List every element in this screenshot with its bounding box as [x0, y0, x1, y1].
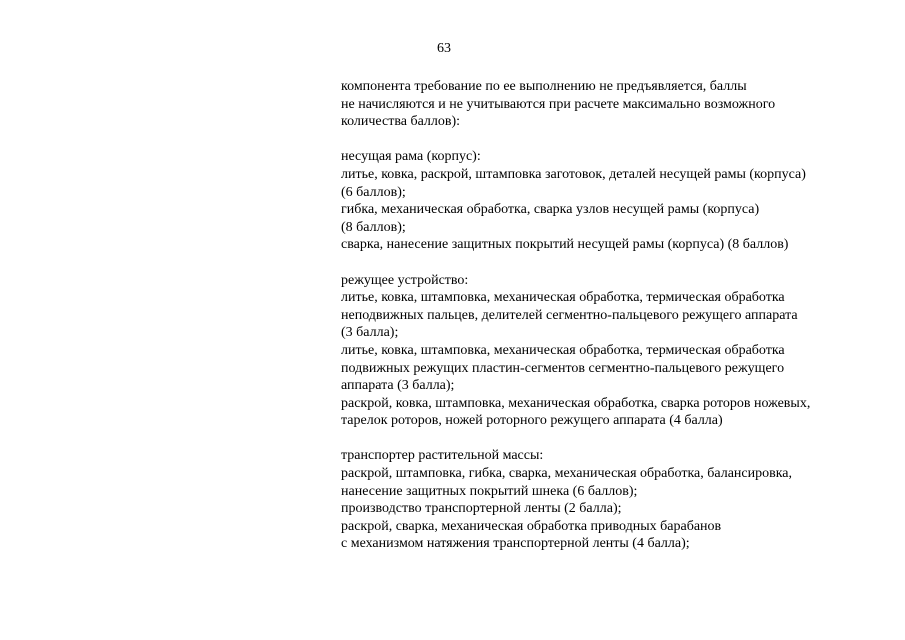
text-line: (8 баллов); [341, 219, 406, 235]
text-line: производство транспортерной ленты (2 балла); [341, 501, 622, 517]
text-line: раскрой, штамповка, гибка, сварка, механическая обработка, балансировка, [341, 466, 793, 482]
page-number: 63 [437, 41, 451, 56]
paragraph-gap [341, 131, 881, 149]
text-line: не начисляются и не учитываются при расчете максимально возможного [341, 96, 776, 112]
paragraph-frame [341, 148, 881, 254]
section-heading: режущее устройство: [341, 272, 469, 288]
text-line: тарелок роторов, ножей роторного режущего аппарата (4 балла) [341, 413, 723, 429]
paragraph-cutting-device [341, 272, 881, 430]
paragraph-conveyor [341, 447, 881, 553]
text-line: раскрой, ковка, штамповка, механическая обработка, сварка роторов ножевых, [341, 395, 811, 411]
section-heading: несущая рама (корпус): [341, 149, 481, 165]
text-line: сварка, нанесение защитных покрытий несущей рамы (корпуса) (8 баллов) [341, 237, 789, 253]
paragraph-gap [341, 430, 881, 448]
text-line: литье, ковка, штамповка, механическая обработка, термическая обработка [341, 290, 785, 306]
text-line: неподвижных пальцев, делителей сегментно-пальцевого режущего аппарата [341, 307, 798, 323]
text-line: раскрой, сварка, механическая обработка приводных барабанов [341, 518, 722, 534]
text-line: количества баллов): [341, 114, 461, 130]
text-line: аппарата (3 балла); [341, 378, 455, 394]
text-line: подвижных режущих пластин-сегментов сегментно-пальцевого режущего [341, 360, 785, 376]
text-line: с механизмом натяжения транспортерной ленты (4 балла); [341, 536, 690, 552]
text-line: гибка, механическая обработка, сварка узлов несущей рамы (корпуса) [341, 202, 760, 218]
text-line: компонента требование по ее выполнению не предъявляется, баллы [341, 79, 747, 94]
text-line: (3 балла); [341, 325, 399, 341]
text-line: (6 баллов); [341, 184, 406, 200]
paragraph-intro [341, 78, 881, 131]
document-body [341, 78, 881, 553]
text-line: литье, ковка, раскрой, штамповка заготовок, деталей несущей рамы (корпуса) [341, 166, 806, 182]
section-heading: транспортер растительной массы: [341, 448, 544, 464]
text-line: нанесение защитных покрытий шнека (6 баллов); [341, 483, 638, 499]
paragraph-gap [341, 254, 881, 272]
text-line: литье, ковка, штамповка, механическая обработка, термическая обработка [341, 342, 785, 358]
